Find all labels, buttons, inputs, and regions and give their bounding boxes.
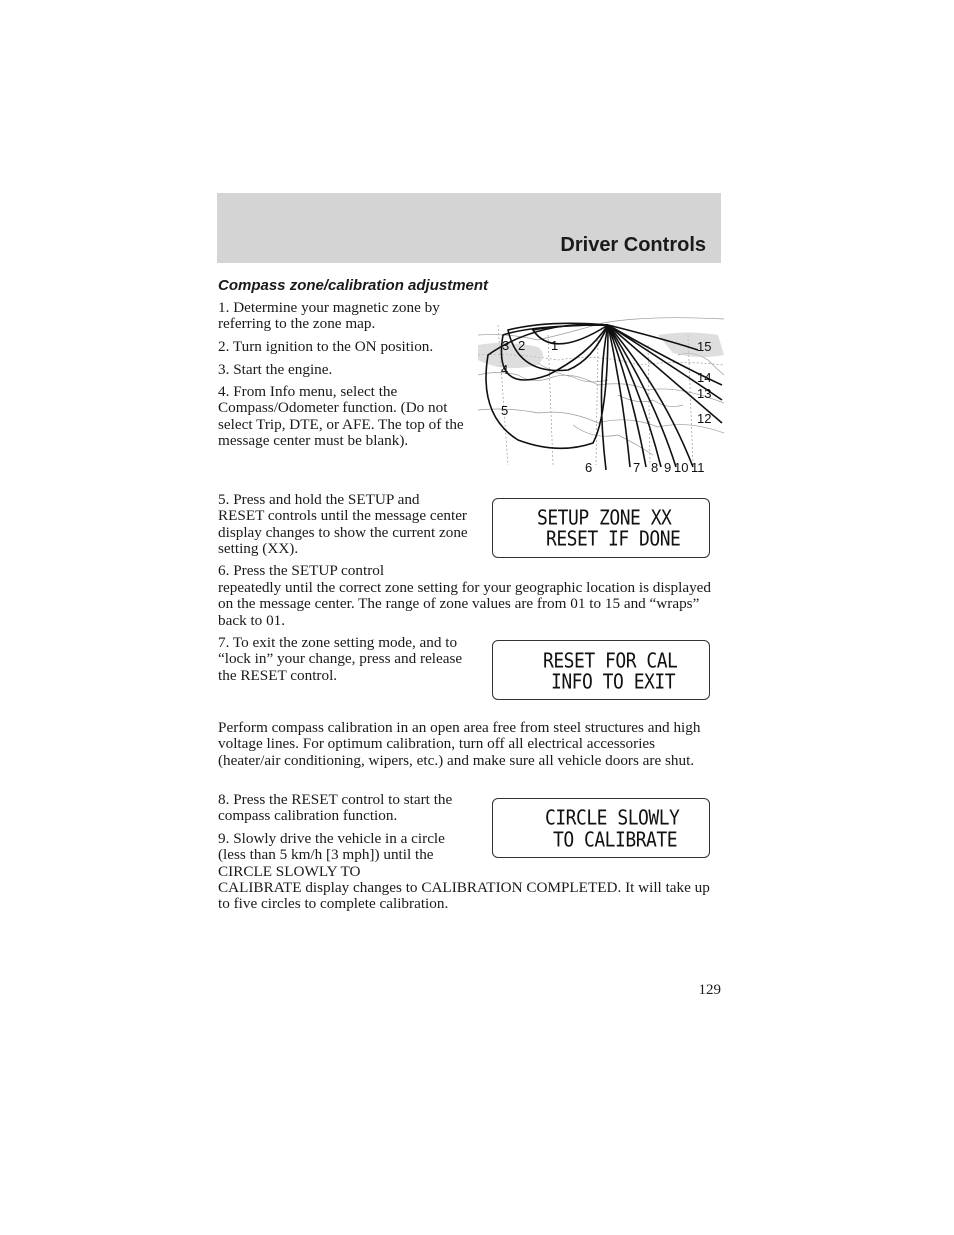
step-7: 7. To exit the zone setting mode, and to “lock in” your change, press and release the RESET control. [218,634,463,684]
zone-label-6: 6 [585,460,593,475]
step-1: 1. Determine your magnetic zone by referring to the zone map. [218,299,440,333]
display-line-1: RESET FOR CAL [543,649,678,674]
step-2: 2. Turn ignition to the ON position. [218,338,434,355]
calibration-note: Perform compass calibration in an open area free from steel structures and high voltage lines. For optimum calibration, turn off all electrical accessories (heater/air conditioning, wipers, etc.) and make sure all vehicle doors are shut. [218,719,701,769]
zone-label-10: 10 [674,460,689,475]
zone-label-3: 3 [502,338,510,353]
display-line-1: CIRCLE SLOWLY [545,806,680,831]
zone-label-4: 4 [501,362,509,377]
message-center-zone-display [492,498,710,558]
zone-label-14: 14 [697,370,712,385]
zone-map [478,315,724,477]
section-title: Driver Controls [560,234,706,256]
zone-label-11: 11 [691,460,705,475]
step-4: 4. From Info menu, select the Compass/Odometer function. (Do not select Trip, DTE, or AFE. The top of the message center must be blank). [218,383,464,450]
step-5: 5. Press and hold the SETUP and RESET controls until the message center display changes to show the current zone setting (XX). [218,491,468,558]
display-line-1: SETUP ZONE XX [537,506,672,531]
step-8: 8. Press the RESET control to start the compass calibration function. [218,791,453,825]
step-6-first-line: 6. Press the SETUP control [218,562,385,579]
display-line-2: TO CALIBRATE [553,828,678,853]
step-9-continued: CALIBRATE display changes to CALIBRATION COMPLETED. It will take up to five circles to complete calibration. [218,879,710,913]
subheading: Compass zone/calibration adjustment [218,277,489,294]
zone-label-2: 2 [518,338,526,353]
zone-label-5: 5 [501,403,509,418]
display-line-2: RESET IF DONE [546,527,681,552]
step-9-first-lines: 9. Slowly drive the vehicle in a circle (less than 5 km/h [3 mph]) until the CIRCLE SLOWLY TO [218,830,445,880]
zone-label-12: 12 [697,411,712,426]
zone-label-8: 8 [651,460,659,475]
zone-label-13: 13 [697,386,712,401]
message-center-exit-display [492,640,710,700]
display-line-2: INFO TO EXIT [551,670,676,695]
section-header-band [217,193,721,263]
page-number: 129 [698,982,721,998]
zone-label-9: 9 [664,460,672,475]
zone-label-7: 7 [633,460,641,475]
step-6-continued: repeatedly until the correct zone setting for your geographic location is displayed on the message center. The range of zone values are from 01 to 15 and “wraps” back to 01. [218,579,712,629]
zone-label-1: 1 [551,338,559,353]
zone-label-15: 15 [697,339,712,354]
step-3: 3. Start the engine. [218,361,333,378]
message-center-calibrate-display [492,798,710,858]
